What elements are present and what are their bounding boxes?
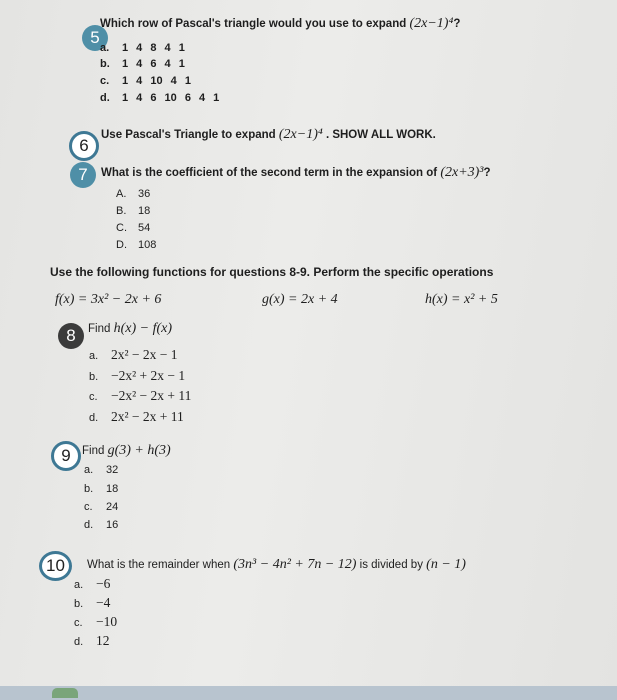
question-10-option-b: b. −4 — [74, 595, 111, 610]
question-7-option-b: B. 18 — [116, 205, 151, 217]
question-7-option-c: C. 54 — [116, 222, 151, 234]
question-8-option-c: c. −2x² − 2x + 11 — [89, 388, 192, 403]
function-g: g(x) = 2x + 4 — [262, 292, 338, 307]
question-5-option-d: d. 1 4 6 10 6 4 1 — [100, 92, 220, 104]
question-10-option-a: a. −6 — [74, 576, 111, 591]
question-5-option-a: a. 1 4 8 4 1 — [100, 42, 185, 54]
question-9-option-a: a. 32 — [84, 464, 119, 476]
question-7-badge: 7 — [70, 162, 96, 188]
taskbar-app-icon[interactable] — [52, 688, 78, 698]
question-5-option-c: c. 1 4 10 4 1 — [100, 75, 191, 87]
question-9-option-c: c. 24 — [84, 501, 119, 513]
question-9-option-b: b. 18 — [84, 483, 119, 495]
question-7-text: What is the coefficient of the second term in the expansion of (2x+3)³? — [101, 165, 491, 180]
question-10-text: What is the remainder when (3n³ − 4n² + 7n − 12) is divided by (n − 1) — [87, 557, 466, 572]
question-8-text: Find h(x) − f(x) — [88, 321, 172, 336]
function-h: h(x) = x² + 5 — [425, 292, 498, 307]
question-10-badge: 10 — [39, 551, 72, 581]
question-8-option-b: b. −2x² + 2x − 1 — [89, 368, 186, 383]
instructions-text: Use the following functions for questions 8-9. Perform the specific operations — [50, 265, 494, 279]
question-8-option-a: a. 2x² − 2x − 1 — [89, 347, 178, 362]
question-10-option-d: d. 12 — [74, 633, 110, 648]
question-6-text: Use Pascal's Triangle to expand (2x−1)⁴ . SHOW ALL WORK. — [101, 127, 436, 142]
question-10-option-c: c. −10 — [74, 614, 118, 629]
question-6-badge: 6 — [69, 131, 99, 161]
question-8-badge: 8 — [58, 323, 84, 349]
question-9-option-d: d. 16 — [84, 519, 119, 531]
question-5-option-b: b. 1 4 6 4 1 — [100, 58, 185, 70]
question-9-badge: 9 — [51, 441, 81, 471]
bottom-taskbar — [0, 686, 617, 700]
question-9-text: Find g(3) + h(3) — [82, 443, 171, 458]
question-7-option-a: A. 36 — [116, 188, 151, 200]
question-8-option-d: d. 2x² − 2x + 11 — [89, 409, 184, 424]
question-5-text: Which row of Pascal's triangle would you use to expand (2x−1)⁴? — [100, 16, 461, 31]
question-7-option-d: D. 108 — [116, 239, 157, 251]
function-f: f(x) = 3x² − 2x + 6 — [55, 292, 162, 307]
question-5-badge: 5 — [82, 25, 108, 51]
